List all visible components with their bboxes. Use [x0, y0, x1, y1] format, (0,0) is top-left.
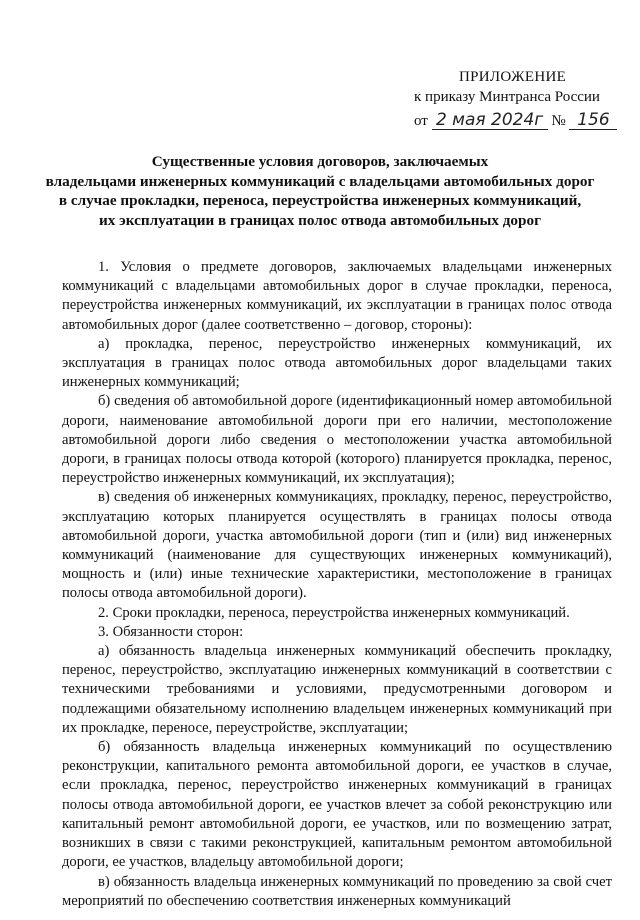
paragraph-3-obligations: 3. Обязанности сторон:: [98, 623, 244, 640]
paragraph-2-terms: 2. Сроки прокладки, переноса, переустройства инженерных коммуникаций.: [98, 604, 570, 621]
document-title: [40, 152, 600, 230]
title-line: владельцами инженерных коммуникаций с владельцами автомобильных дорог: [45, 172, 595, 190]
paragraph-3b: б) обязанность владельца инженерных коммуникаций по осуществлению реконструкции, капитального ремонта автомобильной дороги, ее участков в случае, если прокладка, перенос, переустройство инженерных коммуникаций в границах полосы отвода автомобильной дороги, ее участков влечет за собой реконструкцию или капитальный ремонт автомобильной дороги, ее участков, или по возмещению затрат, возникших в связи с такими реконструкцией, капитальным ремонтом автомобильной дороги, ее участков, владельцу автомобильной дороги;: [62, 739, 612, 871]
appendix-date-line: [414, 111, 614, 131]
paragraph-1c: в) сведения об инженерных коммуникациях, прокладку, перенос, переустройство, эксплуатацию которых планируется осуществлять в границах полосы отвода автомобильной дороги, участка автомобильной дороги (тип и (или) вид инженерных коммуникаций (наименование для существующих инженерных коммуникаций), мощность и (или) иные технические характеристики, местоположение в границах полосы отвода автомобильной дороги).: [62, 489, 612, 602]
appendix-header: [414, 67, 614, 131]
paragraph-3a: а) обязанность владельца инженерных коммуникаций обеспечить прокладку, перенос, переустройство, эксплуатацию инженерных коммуникаций в соответствии с техническими требованиями и условиями, предусмотренными договором и подлежащими обязательному исполнению владельцем инженерных коммуникаций при их прокладке, переносе, переустройстве, эксплуатации;: [62, 643, 612, 736]
appendix-title: ПРИЛОЖЕНИЕ: [459, 69, 567, 85]
paragraph-1-subject: 1. Условия о предмете договоров, заключаемых владельцами инженерных коммуникаций с владельцами автомобильных дорог в случае прокладки, переноса, переустройства инженерных коммуникаций, их эксплуатации в границах полос отвода автомобильных дорог (далее соответственно – договор, стороны):: [62, 259, 612, 333]
from-label: от: [414, 113, 428, 129]
document-body: [62, 258, 612, 911]
handwritten-number: 156: [569, 111, 617, 130]
handwritten-date: 2 мая 2024г: [432, 111, 548, 130]
number-label: №: [551, 113, 566, 129]
title-line: их эксплуатации в границах полос отвода автомобильных дорог: [99, 211, 541, 229]
title-line: в случае прокладки, переноса, переустройства инженерных коммуникаций,: [58, 192, 582, 209]
title-line: Существенные условия договоров, заключаемых: [151, 153, 489, 170]
paragraph-1a: а) прокладка, перенос, переустройство инженерных коммуникаций, их эксплуатация в границах полос отвода автомобильных дорог владельцами таких инженерных коммуникаций;: [62, 335, 612, 391]
paragraph-3c: в) обязанность владельца инженерных коммуникаций по проведению за свой счет мероприятий по обеспечению соответствия инженерных коммуникаций: [62, 873, 612, 909]
paragraph-1b: б) сведения об автомобильной дороге (идентификационный номер автомобильной дороги, наименование автомобильной дороги при его наличии, местоположение автомобильной дороги либо сведения о местоположении участка автомобильной дороги, в границах полосы отвода которой (которого) планируется прокладка, перенос, переустройство инженерных коммуникаций, их эксплуатация);: [62, 393, 612, 487]
appendix-order-ref: к приказу Минтранса России: [414, 89, 600, 105]
